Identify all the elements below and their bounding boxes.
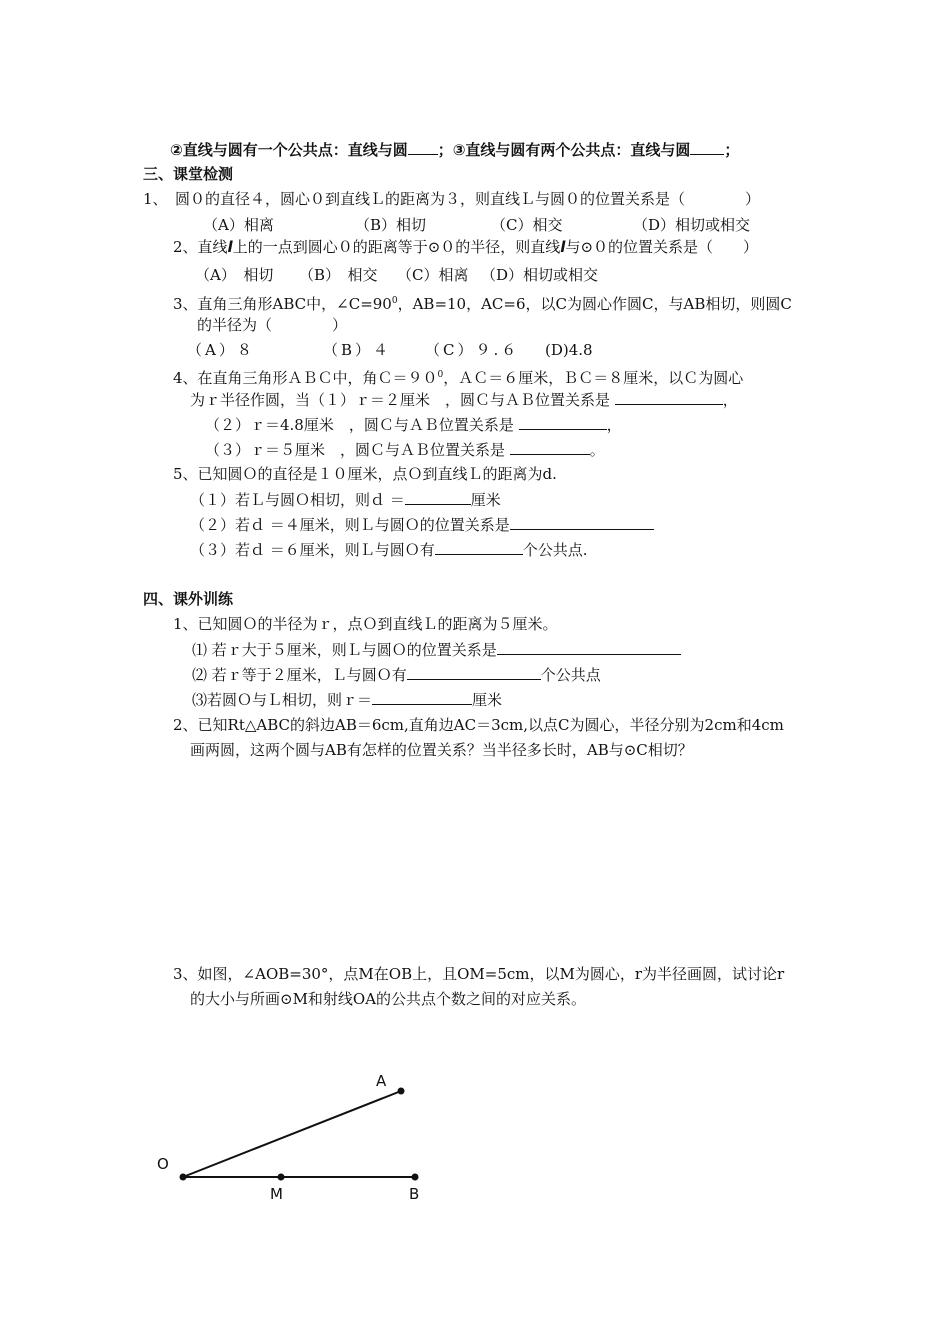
s4-q3-line2: 的大小与所画⊙M和射线OA的公共点个数之间的对应关系。	[190, 990, 587, 1008]
label-o: O	[157, 1155, 169, 1173]
ray-oa	[183, 1091, 401, 1177]
top-line-part3: ；	[724, 141, 740, 159]
s3-q2-stem-b: 上的一点到圆心０的距离等于⊙０的半径，则直线	[232, 238, 561, 256]
s3-q4-part1-text: 为ｒ半径作圆，当（１）ｒ＝２厘米 ，圆Ｃ与ＡＢ位置关系是	[190, 391, 611, 409]
s4-q2-line1: 2、已知Rt△ABC的斜边AB＝6cm,直角边AC＝3cm,以点C为圆心，半径分别为2cm和4cm	[173, 716, 784, 734]
s3-q1-stem: 1、 圆０的直径４，圆心０到直线Ｌ的距离为３，则直线Ｌ与圆０的位置关系是（ ）	[143, 190, 761, 208]
s3-q1-option-b: （B）相切	[355, 216, 427, 234]
s3-q3-stem-b: ，AB=10，AC=6，以C为圆心作圆C，与AB相切，则圆C	[397, 295, 792, 313]
punct: ，	[722, 391, 738, 409]
punct: 。	[589, 441, 605, 459]
s3-q5-part2-text: （２）若ｄ ＝４厘米，则Ｌ与圆Ｏ的位置关系是	[190, 516, 510, 534]
s3-q3-stem-line2: 的半径为（ ）	[197, 316, 348, 334]
label-b: B	[409, 1185, 420, 1203]
s3-q1-option-c: （C）相交	[491, 216, 563, 234]
s3-q4-part3-text: （３）ｒ＝５厘米 ，圆Ｃ与ＡＢ位置关系是	[205, 441, 506, 459]
line-l-symbol: l	[560, 238, 566, 256]
s4-q1-part3-text: ⑶若圆Ｏ与Ｌ相切，则ｒ＝	[192, 691, 373, 709]
s3-q2-option-b: （B） 相交	[299, 266, 378, 284]
degree-superscript: 0	[391, 296, 398, 306]
point-m	[278, 1174, 285, 1181]
degree-superscript: 0	[437, 370, 444, 380]
s4-q1-part2-text: ⑵ 若ｒ等于２厘米，Ｌ与圆Ｏ有	[192, 666, 407, 684]
top-line-part1: ②直线与圆有一个公共点：直线与圆	[170, 141, 408, 159]
s3-q3-option-c: （C）９.６	[425, 341, 520, 359]
s3-q3-option-a: （A）８	[187, 341, 255, 359]
line-l-symbol: l	[227, 238, 233, 256]
s3-q1-option-d: （D）相切或相交	[633, 216, 751, 234]
section4-title: 四、课外训练	[143, 590, 234, 608]
s3-q3-option-b: （B）４	[323, 341, 392, 359]
s4-q2-line2: 画两圆，这两个圆与AB有怎样的位置关系？当半径多长时，AB与⊙C相切？	[190, 741, 693, 759]
s3-q2-option-c: （C）相离	[397, 266, 469, 284]
point-a	[398, 1088, 405, 1095]
s3-q1-option-a: （A）相离	[203, 216, 274, 234]
s3-q2-option-a: （A） 相切	[195, 266, 274, 284]
unit: 厘米	[470, 491, 501, 509]
s3-q2-stem-c: 与⊙０的位置关系是（ ）	[565, 238, 759, 256]
s3-q2-option-d: （D）相切或相交	[481, 266, 599, 284]
point-b	[412, 1174, 419, 1181]
s3-q4-part2-text: （２）ｒ＝4.8厘米 ，圆Ｃ与ＡＢ位置关系是	[205, 416, 514, 434]
s3-q5-stem: 5、已知圆Ｏ的直径是１０厘米，点Ｏ到直线Ｌ的距离为d.	[173, 465, 557, 483]
s4-q3-line1: 3、如图，∠AOB=30°，点M在OB上，且OM=5cm，以M为圆心，r为半径画圆，试讨论r	[173, 965, 785, 983]
unit: 厘米	[472, 691, 503, 709]
s3-q3-stem-a: 3、直角三角形ABC中，∠C=90	[173, 295, 392, 313]
unit: 个公共点	[540, 666, 601, 684]
s3-q4-stem-a: 4、在直角三角形ＡＢＣ中，角Ｃ＝９０	[173, 369, 438, 387]
top-line-part2: ；③直线与圆有两个公共点：直线与圆	[437, 141, 691, 159]
label-a: A	[376, 1072, 387, 1090]
unit: 个公共点.	[522, 541, 588, 559]
s4-q1-part1-text: ⑴ 若ｒ大于５厘米，则Ｌ与圆Ｏ的位置关系是	[192, 641, 497, 659]
s4-q1-stem: 1、已知圆Ｏ的半径为ｒ，点Ｏ到直线Ｌ的距离为５厘米。	[173, 615, 558, 633]
s3-q4-stem-b: ，ＡＣ＝６厘米，ＢＣ＝８厘米，以Ｃ为圆心	[443, 369, 744, 387]
s3-q5-part1-text: （１）若Ｌ与圆Ｏ相切，则ｄ ＝	[190, 491, 405, 509]
s3-q5-part3-text: （３）若ｄ ＝６厘米，则Ｌ与圆Ｏ有	[190, 541, 435, 559]
label-m: M	[270, 1185, 283, 1203]
punct: ，	[606, 416, 622, 434]
s3-q3-option-d: (D)4.8	[545, 341, 593, 359]
point-o	[180, 1174, 187, 1181]
s3-q2-stem-a: 2、直线	[173, 238, 228, 256]
section3-title: 三、课堂检测	[143, 165, 234, 183]
